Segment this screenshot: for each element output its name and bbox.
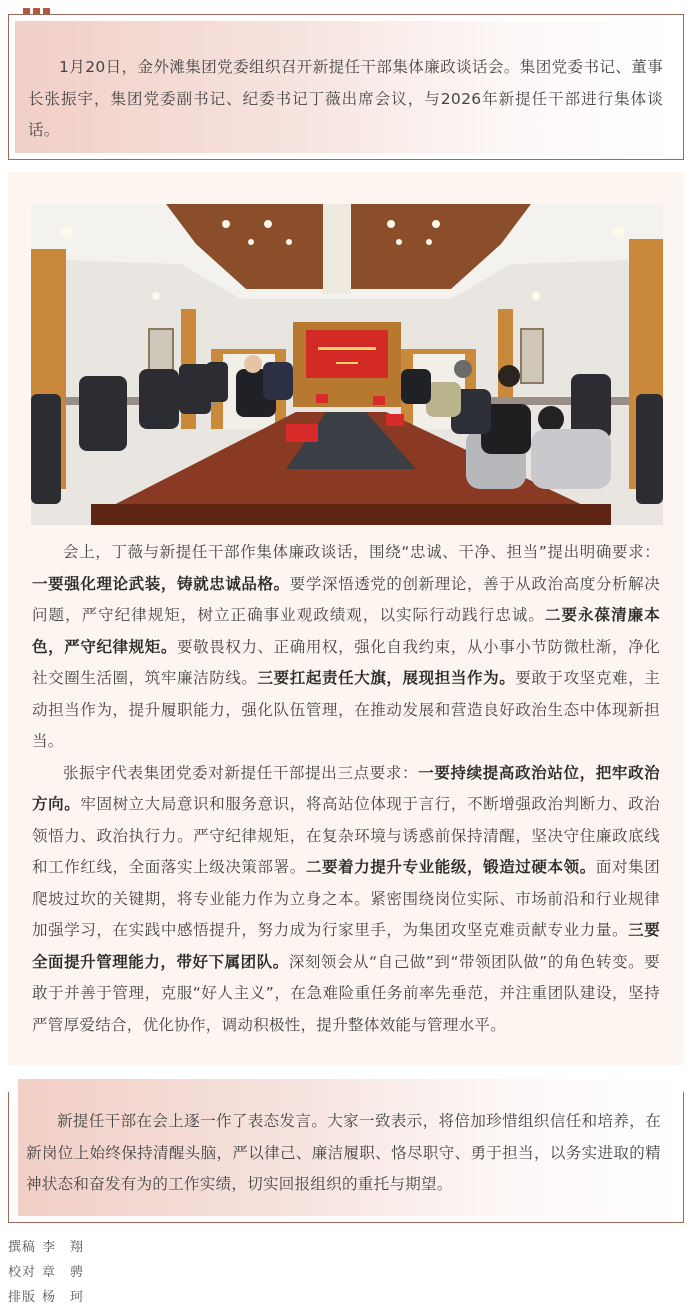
credit-proofreader: 校对 章 骋: [8, 1265, 85, 1280]
intro-paragraph: 1月20日，金外滩集团党委组织召开新提任干部集体廉政谈话会。集团党委书记、董事长张振宇，集团党委副书记、纪委书记丁薇出席会议，与2026年新提任干部进行集体谈话。: [28, 58, 663, 139]
closing-box: [8, 1092, 684, 1223]
meeting-photo: [31, 204, 663, 525]
paragraph-zhang-zhenyu: 张振宇代表集团党委对新提任干部提出三点要求：一要持续提高政治站位，把牢政治方向。牢固树立大局意识和服务意识，将高站位体现于言行，不断增强政治判断力、政治领悟力、政治执行力。严守纪律规矩，在复杂环境与诱惑前保持清醒，坚决守住廉政底线和工作红线，全面落实上级决策部署。二要着力提升专业能级，锻造过硬本领。面对集团爬坡过坎的关键期，将专业能力作为立身之本。紧密围绕岗位实际、市场前沿和行业规律加强学习，在实践中感悟提升，努力成为行家里手，为集团攻坚克难贡献专业力量。三要全面提升管理能力，带好下属团队。深刻领会从“自己做”到“带领团队做”的角色转变。要敢于并善于管理，克服“好人主义”，在急难险重任务前率先垂范，并注重团队建设，坚持严管厚爱结合，优化协作，调动积极性，提升整体效能与管理水平。: [32, 763, 660, 1034]
requirement-2-heading: 二要着力提升专业能级，锻造过硬本领。: [305, 858, 596, 876]
intro-box: [8, 14, 684, 160]
requirement-2-heading: 二要永葆清廉本色，严守纪律规矩。: [32, 606, 660, 656]
requirement-3-heading: 三要扛起责任大旗，展现担当作为。: [257, 669, 516, 687]
article-body: [32, 537, 660, 1041]
main-section: [8, 172, 684, 1065]
meeting-room-image: [31, 204, 663, 525]
credits: [8, 1235, 84, 1310]
paragraph-ding-wei: 会上，丁薇与新提任干部作集体廉政谈话，围绕“忠诚、干净、担当”提出明确要求：一要强化理论武装，铸就忠诚品格。要学深悟透党的创新理论，善于从政治高度分析解决问题，严守纪律规矩，树立正确事业观政绩观，以实际行动践行忠诚。二要永葆清廉本色，严守纪律规矩。要敬畏权力、正确用权，强化自我约束，从小事小节防微杜渐，净化社交圈生活圈，筑牢廉洁防线。三要扛起责任大旗，展现担当作为。要敢于攻坚克难，主动担当作为，提升履职能力，强化队伍管理，在推动发展和营造良好政治生态中体现新担当。: [32, 543, 660, 750]
requirement-3-heading: 三要全面提升管理能力，带好下属团队。: [32, 921, 660, 971]
requirement-1-heading: 一要强化理论武装，铸就忠诚品格。: [32, 574, 290, 593]
credit-writer: 撰稿 李 翔: [8, 1240, 85, 1255]
closing-paragraph: 新提任干部在会上逐一作了表态发言。大家一致表示，将倍加珍惜组织信任和培养，在新岗位上始终保持清醒头脑，严以律己、廉洁履职、恪尽职守、勇于担当，以务实进取的精神状态和奋发有为的工作实绩，切实回报组织的重托与期望。: [26, 1112, 661, 1193]
credit-layout: 排版 杨 珂: [8, 1290, 85, 1305]
requirement-1-heading: 一要持续提高政治站位，把牢政治方向。: [32, 763, 660, 813]
